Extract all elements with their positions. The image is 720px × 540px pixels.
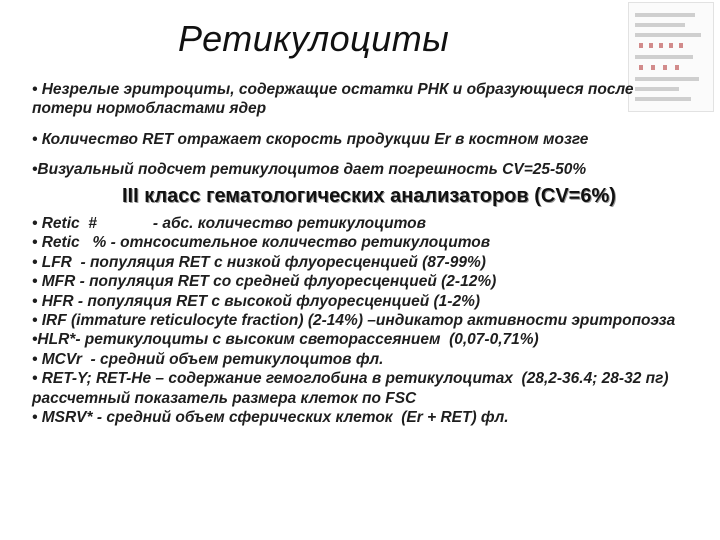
list-item: • Retic # - абс. количество ретикулоцитов [32,215,427,232]
intro-bullet-definition: • Незрелые эритроциты, содержащие остатки РНК и образующиеся после потери нормобластами ядер [32,81,634,117]
intro-bullet-production: • Количество RET отражает скорость продукции Er в костном мозге [32,131,589,148]
list-item: • LFR - популяция RET с низкой флуоресценцией (87-99%) [32,253,486,271]
list-item: • MSRV* - средний объем сферических клеток (Er + RET) фл. [32,409,509,427]
list-item: • RET-Y; RET-He – содержание гемоглобина в ретикулоцитах (28,2-36.4; 28-32 пг) рассчетный показатель размера клеток по FSC [32,370,673,407]
list-item: • MCVr - средний объем ретикулоцитов фл. [32,350,384,368]
section-heading: III класс гематологических анализаторов (CV=6%) [122,185,616,207]
intro-bullet-visual-count: •Визуальный подсчет ретикулоцитов дает погрешность CV=25-50% [32,161,587,178]
page-title: Ретикулоциты [178,18,450,59]
list-item: • IRF (immature reticulocyte fraction) (2-14%) –индикатор активности эритропоэза [32,312,676,330]
parameter-list [32,214,704,427]
list-item: • MFR - популяция RET со средней флуоресценцией (2-12%) [32,273,497,291]
list-item: • Retic % - отнсосительное количество ретикулоцитов [32,234,491,252]
list-item: • HFR - популяция RET с высокой флуоресценцией (1-2%) [32,292,481,310]
list-item: •HLR*- ретикулоциты с высоким светорассеянием (0,07-0,71%) [32,331,539,349]
